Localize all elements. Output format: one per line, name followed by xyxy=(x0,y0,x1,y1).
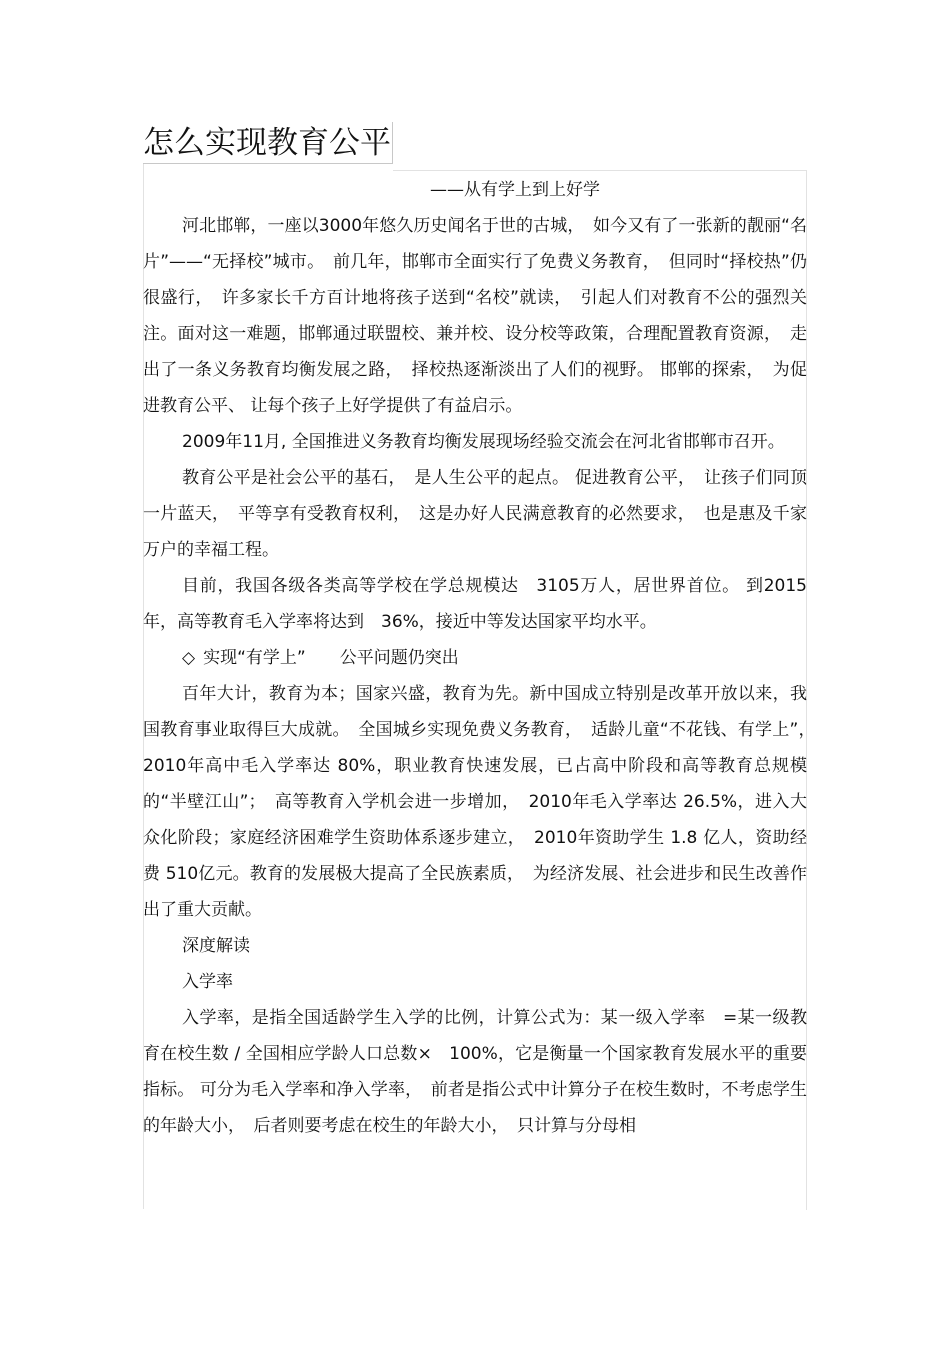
document-body xyxy=(143,172,824,1144)
page-title: 怎么实现教育公平 xyxy=(143,125,391,161)
subtitle: ——从有学上到上好学 xyxy=(430,180,600,200)
diamond-bullet-icon: ◇ xyxy=(182,648,196,668)
paragraph-enrollment-definition: 入学率，是指全国适龄学生入学的比例，计算公式为：某一级入学率 =某一级教育在校生数 / 全国相应学龄人口总数× 100%，它是衡量一个国家教育发展水平的重要指标。 可分为毛入学率和净入学率， 前者是指公式中计算分子在校生数时，不考虑学生的年龄大小， 后者则要考虑在校生的年龄大小， 只计算与分母相 xyxy=(143,1008,807,1136)
page-frame-top-border xyxy=(393,170,806,171)
label-deep-reading: 深度解读 xyxy=(182,936,250,956)
paragraph-achievements: 百年大计，教育为本；国家兴盛，教育为先。新中国成立特别是改革开放以来，我国教育事业取得巨大成就。 全国城乡实现免费义务教育， 适龄儿童“不花钱、有学上”， 2010年高中毛入学率达 80%，职业教育快速发展，已占高中阶段和高等教育总规模的“半壁江山”； 高等教育入学机会进一步增加， 2010年毛入学率达 26.5%，进入大众化阶段；家庭经济困难学生资助体系逐步建立， 2010年资助学生 1.8 亿人，资助经费 510亿元。教育的发展极大提高了全民族素质， 为经济发展、社会进步和民生改善作出了重大贡献。 xyxy=(143,684,824,920)
section-heading-text: 实现“有学上” 公平问题仍突出 xyxy=(203,648,459,668)
title-box xyxy=(143,122,393,164)
paragraph-higher-education-scale: 目前，我国各级各类高等学校在学总规模达 3105万人，居世界首位。 到2015年，高等教育毛入学率将达到 36%，接近中等发达国家平均水平。 xyxy=(143,576,807,632)
section-heading xyxy=(143,640,807,676)
paragraph-conference: 2009年11月, 全国推进义务教育均衡发展现场经验交流会在河北省邯郸市召开。 xyxy=(182,432,785,452)
paragraph-handan-intro: 河北邯郸，一座以3000年悠久历史闻名于世的古城， 如今又有了一张新的靓丽“名片”——“无择校”城市。 前几年，邯郸市全面实行了免费义务教育， 但同时“择校热”仍很盛行， 许多家长千方百计地将孩子送到“名校”就读， 引起人们对教育不公的强烈关注。面对这一难题，邯郸通过联盟校、兼并校、设分校等政策，合理配置教育资源， 走出了一条义务教育均衡发展之路， 择校热逐渐淡出了人们的视野。 邯郸的探索， 为促进教育公平、 让每个孩子上好学提供了有益启示。 xyxy=(143,216,807,416)
paragraph-education-fairness: 教育公平是社会公平的基石， 是人生公平的起点。 促进教育公平， 让孩子们同顶一片蓝天， 平等享有受教育权利， 这是办好人民满意教育的必然要求， 也是惠及千家万户的幸福工程。 xyxy=(143,468,807,560)
label-enrollment-rate: 入学率 xyxy=(182,972,233,992)
